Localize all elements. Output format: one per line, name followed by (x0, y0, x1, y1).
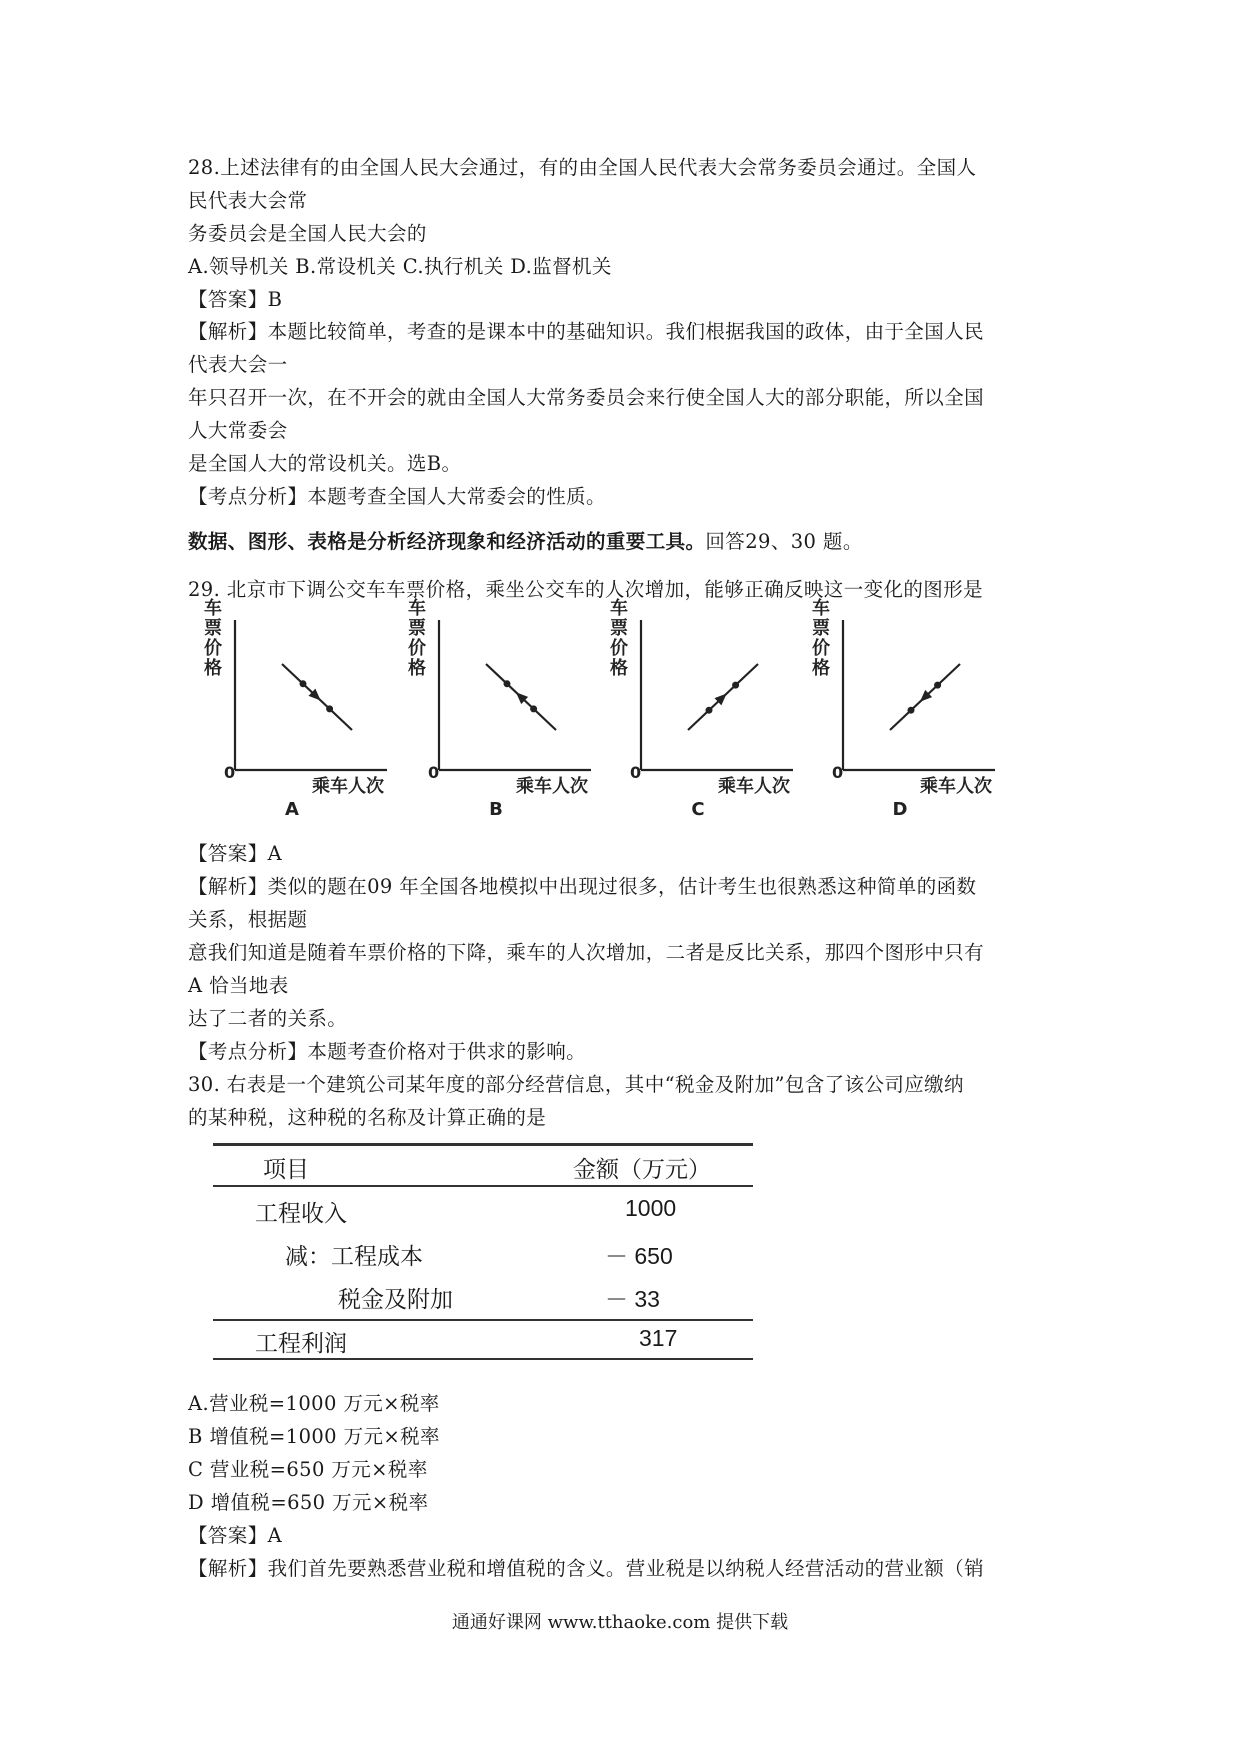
graph-letter: C (691, 799, 705, 820)
table-row-item: 减：工程成本 (285, 1243, 423, 1269)
q29-analysis-2: 关系，根据题 (188, 908, 308, 931)
x-axis-label: 乘车人次 (920, 776, 992, 797)
q29-stem: 29. 北京市下调公交车车票价格，乘坐公交车的人次增加，能够正确反映这一变化的图形是 (188, 578, 984, 601)
q28-analysis-5: 是全国人大的常设机关。选B。 (188, 452, 462, 475)
q28-line-1: 28.上述法律有的由全国人民大会通过，有的由全国人民代表大会常务委员会通过。全国人 (188, 156, 977, 179)
q28-analysis-4: 人大常委会 (188, 419, 288, 442)
table-row-amount: － 33 (605, 1286, 660, 1312)
table-row-amount: 1000 (625, 1195, 677, 1221)
point-marker (300, 680, 307, 687)
origin-label: 0 (832, 763, 844, 782)
table-row-amount: － 650 (605, 1243, 673, 1269)
table-header-amount: 金额（万元） (573, 1156, 711, 1182)
table-row-item: 税金及附加 (338, 1286, 453, 1312)
table-row-item: 工程利润 (255, 1330, 347, 1356)
q29-point: 【考点分析】本题考查价格对于供求的影响。 (188, 1040, 587, 1063)
point-marker (504, 680, 511, 687)
q28-analysis-2: 代表大会一 (188, 353, 288, 376)
point-marker (732, 682, 739, 689)
table-bottom-rule (213, 1358, 753, 1360)
table-row-item: 工程收入 (255, 1200, 347, 1226)
point-marker (908, 707, 915, 714)
q30-stem-1: 30. 右表是一个建筑公司某年度的部分经营信息，其中“税金及附加”包含了该公司应缴纳 (188, 1073, 964, 1096)
q30-stem-2: 的某种税，这种税的名称及计算正确的是 (188, 1106, 547, 1129)
intro-rest: 回答29、30 题。 (705, 530, 863, 553)
graph-letter: B (489, 799, 503, 820)
y-axis-label: 车 (408, 598, 426, 619)
q30-option-a: A.营业税=1000 万元×税率 (188, 1392, 440, 1415)
y-axis-label: 票 (812, 618, 830, 639)
y-axis-label: 票 (204, 618, 222, 639)
origin-label: 0 (630, 763, 642, 782)
y-axis-label: 价 (610, 638, 628, 659)
q29-analysis-1: 【解析】类似的题在09 年全国各地模拟中出现过很多，估计考生也很熟悉这种简单的函数 (188, 875, 977, 898)
q30-option-c: C 营业税=650 万元×税率 (188, 1458, 428, 1481)
graph-letter: A (285, 799, 299, 820)
intro-bold: 数据、图形、表格是分析经济现象和经济活动的重要工具。 (188, 530, 706, 553)
graph-a (204, 598, 412, 822)
origin-label: 0 (428, 763, 440, 782)
q28-line-3: 务委员会是全国人民大会的 (188, 222, 427, 245)
graph-b (408, 598, 616, 822)
y-axis-label: 格 (812, 658, 830, 679)
y-axis-label: 车 (812, 598, 830, 619)
y-axis-label: 票 (610, 618, 628, 639)
graph-c (610, 598, 818, 822)
graph-letter: D (892, 799, 908, 820)
q29-analysis-3: 意我们知道是随着车票价格的下降，乘车的人次增加，二者是反比关系，那四个图形中只有 (188, 941, 985, 964)
q30-option-d: D 增值税=650 万元×税率 (188, 1491, 429, 1514)
origin-label: 0 (224, 763, 236, 782)
y-axis-label: 车 (204, 598, 222, 619)
q30-option-b: B 增值税=1000 万元×税率 (188, 1425, 440, 1448)
point-marker (934, 682, 941, 689)
q28-line-2: 民代表大会常 (188, 189, 308, 212)
table-header-item: 项目 (263, 1156, 309, 1182)
table-total-rule (213, 1319, 753, 1321)
graph-d (812, 598, 1020, 822)
point-marker (530, 705, 537, 712)
q28-point: 【考点分析】本题考查全国人大常委会的性质。 (188, 485, 606, 508)
y-axis-label: 价 (408, 638, 426, 659)
income-table (213, 1143, 753, 1356)
y-axis-label: 价 (812, 638, 830, 659)
table-top-rule (213, 1143, 753, 1146)
q28-answer: 【答案】B (188, 288, 283, 311)
y-axis-label: 格 (610, 658, 628, 679)
q28-analysis-3: 年只召开一次，在不开会的就由全国人大常务委员会来行使全国人大的部分职能，所以全国 (188, 386, 985, 409)
q28-options: A.领导机关 B.常设机关 C.执行机关 D.监督机关 (188, 255, 612, 278)
y-axis-label: 车 (610, 598, 628, 619)
section-intro (188, 530, 863, 554)
graph-svg (610, 598, 818, 822)
y-axis-label: 格 (204, 658, 222, 679)
q30-analysis-1: 【解析】我们首先要熟悉营业税和增值税的含义。营业税是以纳税人经营活动的营业额（销 (188, 1557, 985, 1580)
y-axis-label: 价 (204, 638, 222, 659)
table-header-rule (213, 1185, 753, 1187)
y-axis-label: 票 (408, 618, 426, 639)
x-axis-label: 乘车人次 (516, 776, 588, 797)
x-axis-label: 乘车人次 (312, 776, 384, 797)
y-axis-label: 格 (408, 658, 426, 679)
table-row-amount: 317 (639, 1325, 678, 1351)
x-axis-label: 乘车人次 (718, 776, 790, 797)
q30-answer: 【答案】A (188, 1524, 283, 1547)
point-marker (706, 707, 713, 714)
q29-answer: 【答案】A (188, 842, 283, 865)
graph-svg (204, 598, 412, 822)
graph-svg (812, 598, 1020, 822)
page-footer: 通通好课网 www.tthaoke.com 提供下载 (451, 1612, 789, 1633)
q28-analysis-1: 【解析】本题比较简单，考查的是课本中的基础知识。我们根据我国的政体，由于全国人民 (188, 320, 985, 343)
point-marker (326, 705, 333, 712)
q29-analysis-5: 达了二者的关系。 (188, 1007, 348, 1030)
graph-svg (408, 598, 616, 822)
q29-analysis-4: A 恰当地表 (188, 974, 289, 997)
